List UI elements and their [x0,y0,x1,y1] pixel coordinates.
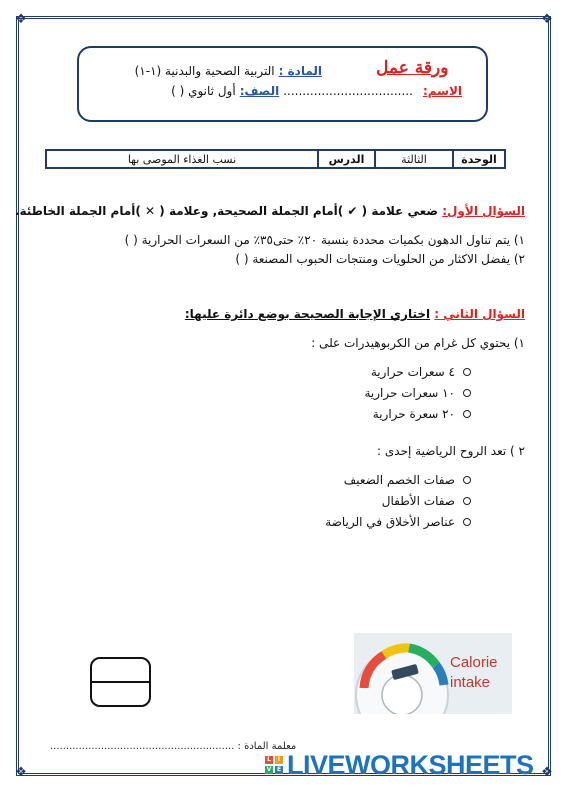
subject-value: التربية الصحية والبدنية (١-١) [134,64,275,78]
q2-label: السؤال الثاني : [434,307,525,321]
logo-square: V [266,766,272,773]
calorie-caption-line1: Calorie [450,654,498,671]
logo-square: I [275,756,283,764]
logo-square: E [276,766,282,773]
q2-sub1-question: ١) يحتوي كل غرام من الكربوهيدرات على : [311,336,525,350]
q2-sub1-option-3[interactable] [373,407,471,421]
q1-label: السؤال الأول: [442,204,525,218]
unit-table [45,149,506,169]
liveworksheets-text: LIVEWORKSHEETS [287,749,534,780]
corner-ornament-icon: ❖ [541,765,553,780]
q1-item-1[interactable]: ١) يتم تناول الدهون بكميات محددة بنسبة ٢٠٪ حتى٣٥٪ من السعرات الحرارية ( ) [124,233,525,247]
class-label: الصف: [239,84,280,98]
option-circle-icon[interactable] [463,368,471,376]
q1-instruction: ضعي علامة ( ✔ )أمام الجملة الصحيحة, وعلامة ( ✕ )أمام الجملة الخاطئة. [14,204,439,218]
option-label: صفات الخصم الضعيف [343,473,455,487]
calorie-caption [450,653,498,693]
q1-item-2[interactable]: ٢) يفضل الاكثار من الحلويات ومنتجات الحبوب المصنعة ( ) [235,252,525,266]
calorie-intake-image [354,633,512,714]
lesson-label: الدرس [317,151,374,167]
option-circle-icon[interactable] [463,518,471,526]
logo-square: L [265,756,273,764]
worksheet-title: ورقة عمل [376,58,449,78]
subject-label: المادة : [278,64,322,78]
calorie-caption-line2: intake [450,674,491,691]
q2-sub1-option-2[interactable] [364,386,471,400]
corner-ornament-icon: ❖ [541,12,553,27]
q2-sub2-option-3[interactable] [325,515,471,529]
option-label: عناصر الأخلاق في الرياضة [325,515,455,529]
calorie-gauge-icon [354,633,454,714]
option-label: ١٠ سعرات حرارية [364,386,455,400]
option-circle-icon[interactable] [463,410,471,418]
q1-heading [15,204,525,218]
option-circle-icon[interactable] [463,389,471,397]
name-label: الاسم: [422,84,462,98]
liveworksheets-logo[interactable] [265,749,534,780]
option-label: ٤ سعرات حرارية [370,365,455,379]
q2-instruction: اختاري الإجابة الصحيحة بوضع دائرة عليها: [184,307,431,321]
lesson-value: نسب الغذاء الموصى بها [127,152,237,166]
class-value[interactable]: أول ثانوي ( ) [171,84,236,98]
q2-heading [185,307,525,321]
name-field[interactable]: .................................. [283,84,413,98]
q2-sub2-option-1[interactable] [344,473,471,487]
option-circle-icon[interactable] [463,476,471,484]
unit-label: الوحدة [452,151,504,167]
subject-line [128,64,322,78]
score-divider [90,681,151,683]
name-class-line [104,84,462,98]
unit-value: الثالثة [374,151,452,167]
option-circle-icon[interactable] [463,497,471,505]
option-label: صفات الأطفال [381,494,455,508]
q2-sub2-option-2[interactable] [382,494,471,508]
teacher-signature-line: معلمة المادة : .......................................................... [50,741,297,752]
q2-sub2-question: ٢ ) تعد الروح الرياضية إحدى : [377,444,525,458]
liveworksheets-squares-icon [265,756,283,774]
corner-ornament-icon: ❖ [15,765,27,780]
corner-ornament-icon: ❖ [15,12,27,27]
q2-sub1-option-1[interactable] [371,365,471,379]
option-label: ٢٠ سعرة حرارية [372,407,455,421]
